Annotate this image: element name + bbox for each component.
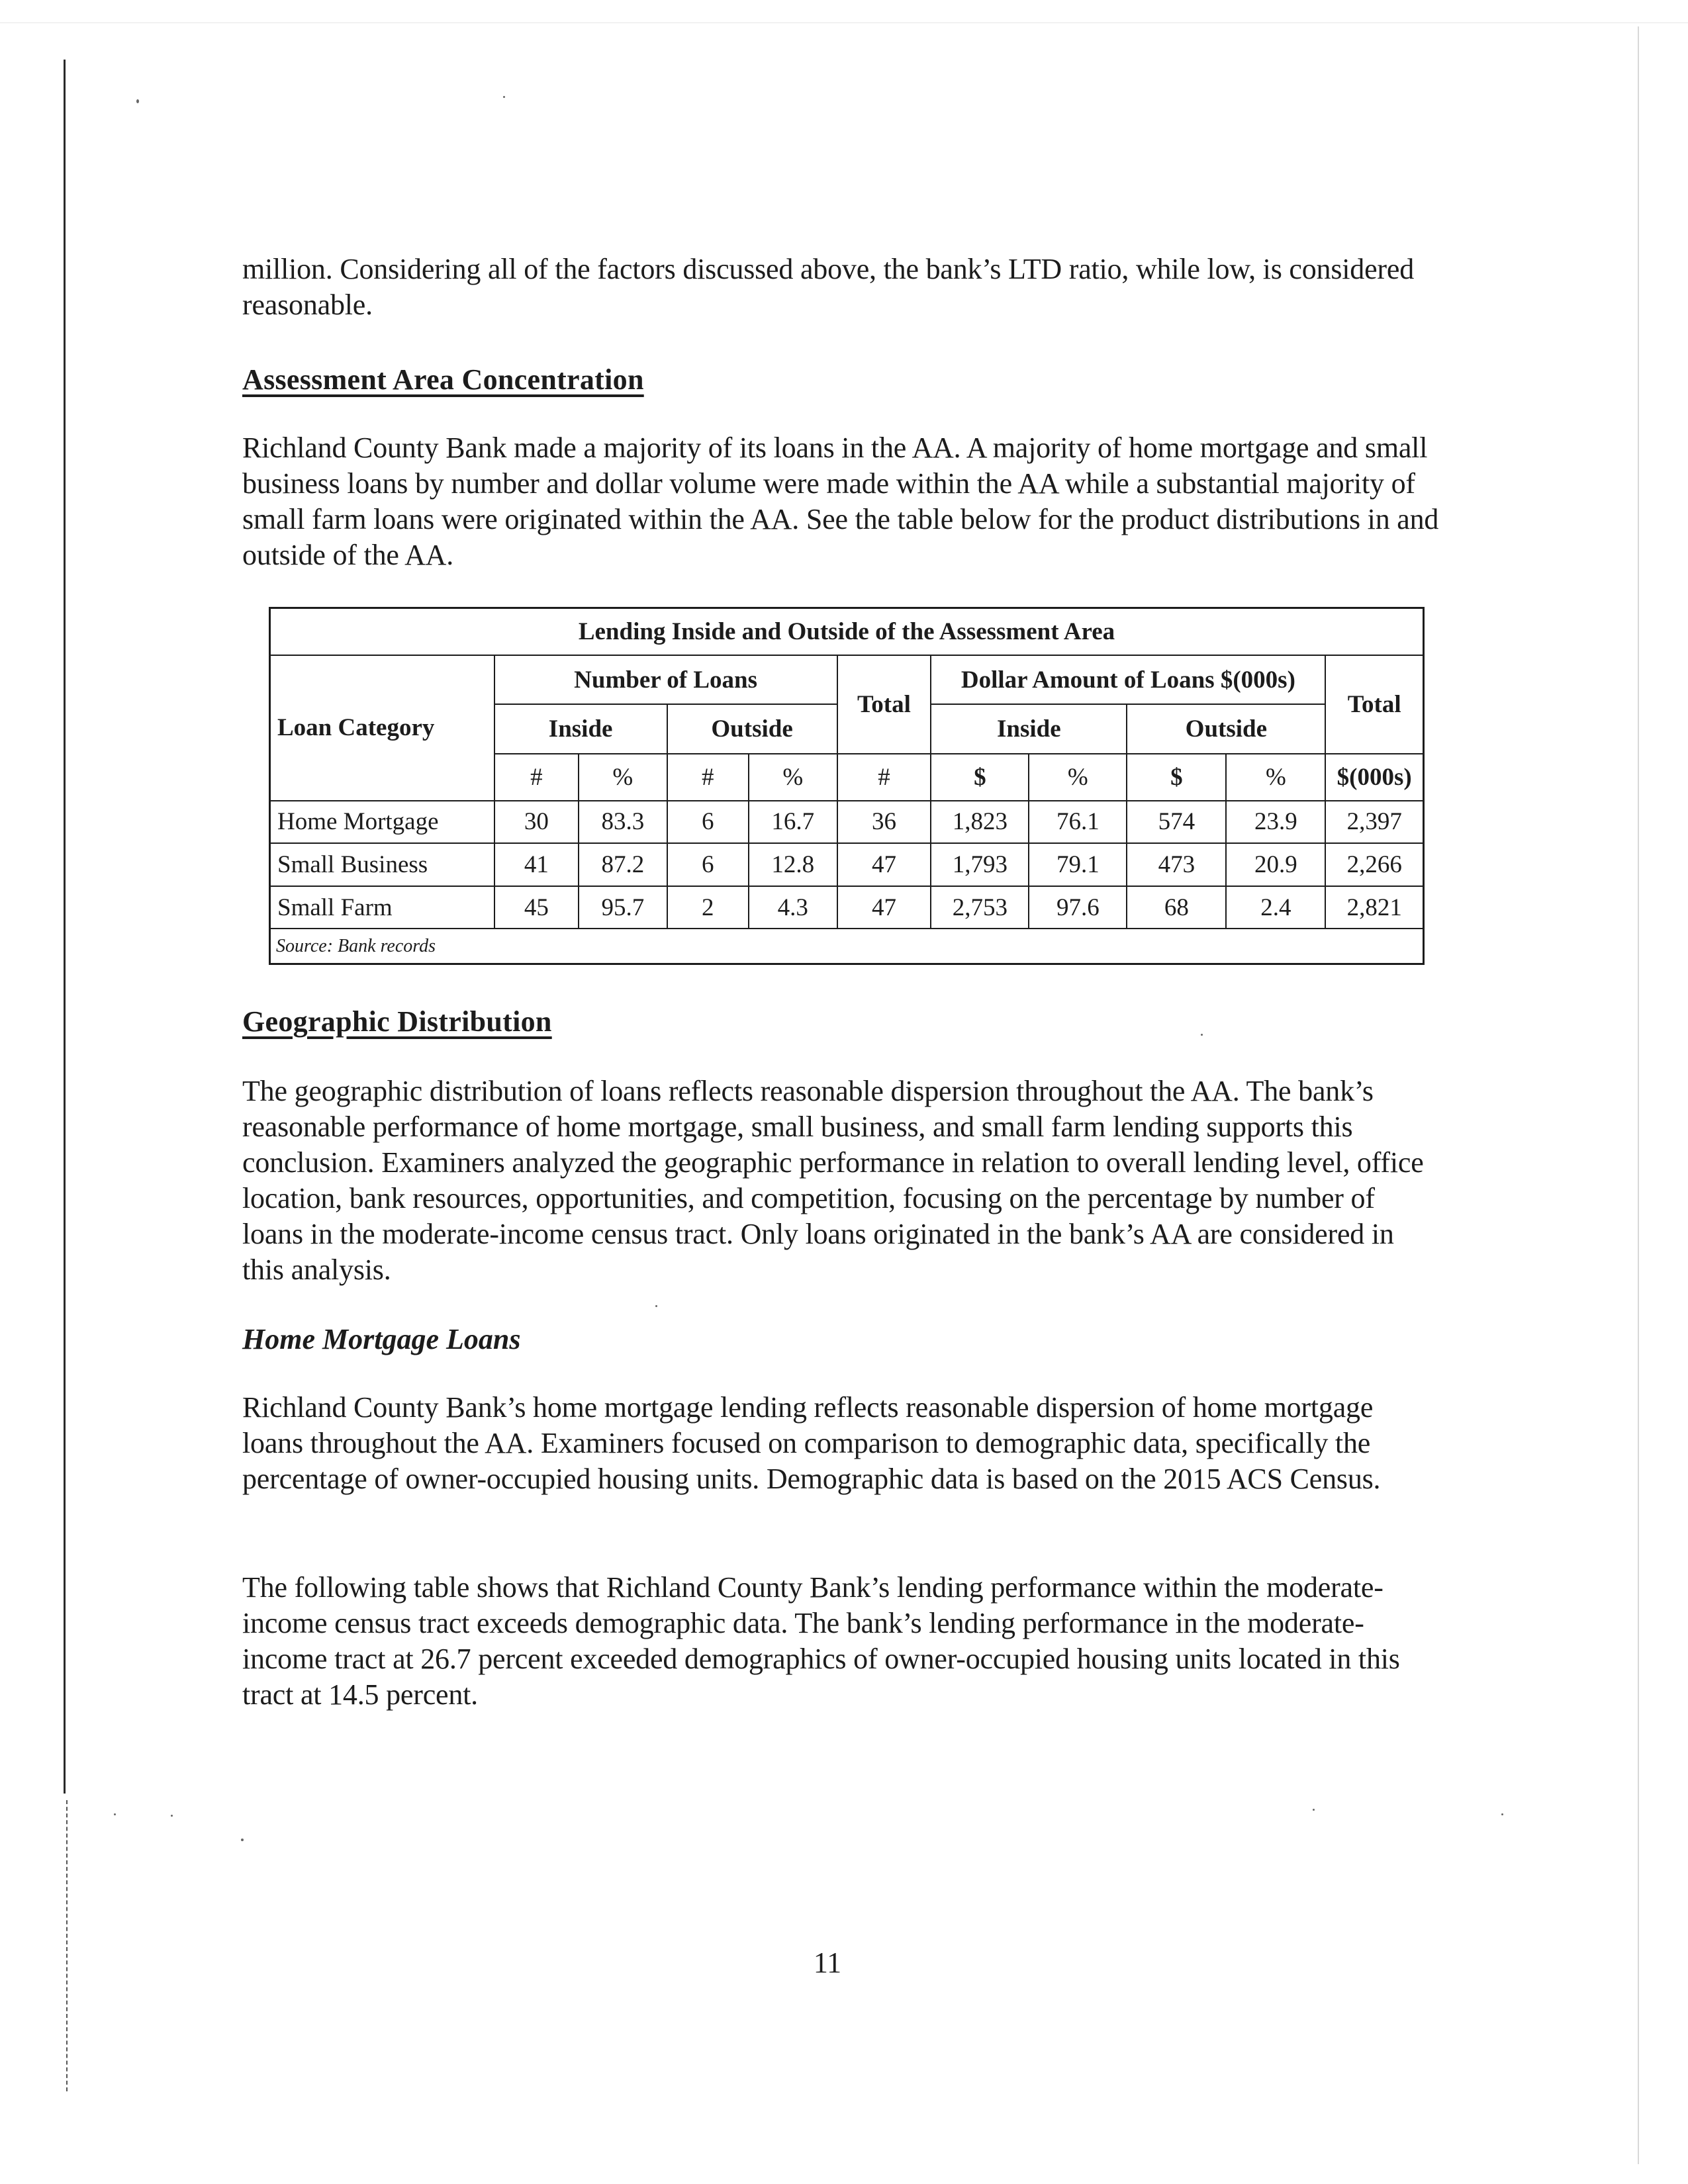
inside-percent-header: % xyxy=(579,754,667,801)
cell-inside-dollar: 1,823 xyxy=(931,801,1029,844)
table-row xyxy=(270,886,1424,929)
geographic-paragraph: The geographic distribution of loans reflects reasonable dispersion throughout the AA. The bank’s reasonable performance of home mortgage, small business, and small farm lending supports this conclusion. Examiners analyzed the geographic performance in relation to overall lending level, office location, bank resources, opportunities, and competition, focusing on the percentage by number of loans in the moderate-income census tract. Only loans originated in the bank’s AA are considered in this analysis. xyxy=(242,1075,1424,1286)
scan-edge-left xyxy=(64,60,66,1794)
cell-total-dollar: 2,821 xyxy=(1325,886,1423,929)
outside-dollar-header: $ xyxy=(1127,754,1226,801)
inside-count-header: # xyxy=(494,754,579,801)
cell-outside-dollar: 68 xyxy=(1127,886,1226,929)
page-number: 11 xyxy=(813,1946,842,1979)
inside-dollar-percent-header: % xyxy=(1029,754,1127,801)
scan-speck xyxy=(114,1813,116,1815)
cell-total-count: 47 xyxy=(837,843,931,886)
table-row xyxy=(270,801,1424,844)
cell-inside-dollar-percent: 79.1 xyxy=(1029,843,1127,886)
total-dollar-header: Total xyxy=(1325,655,1423,754)
scan-speck xyxy=(1313,1809,1315,1811)
loan-category-header: Loan Category xyxy=(270,655,494,801)
scan-speck xyxy=(241,1839,244,1841)
assessment-area-concentration-heading: Assessment Area Concentration xyxy=(242,363,644,396)
home-mortgage-loans-heading: Home Mortgage Loans xyxy=(242,1323,521,1355)
dollar-amount-header: Dollar Amount of Loans $(000s) xyxy=(931,655,1325,705)
cell-inside-dollar-percent: 97.6 xyxy=(1029,886,1127,929)
cell-inside-count: 30 xyxy=(494,801,579,844)
number-outside-header: Outside xyxy=(667,704,837,754)
cell-outside-dollar-percent: 23.9 xyxy=(1226,801,1325,844)
scan-speck xyxy=(655,1305,657,1307)
cell-outside-dollar: 473 xyxy=(1127,843,1226,886)
home-mortgage-heading-block xyxy=(242,1322,1440,1356)
total-dollar-unit-header: $(000s) xyxy=(1325,754,1423,801)
total-number-header: Total xyxy=(837,655,931,754)
cell-inside-dollar-percent: 76.1 xyxy=(1029,801,1127,844)
row-category: Small Business xyxy=(270,843,494,886)
dollar-outside-header: Outside xyxy=(1127,704,1325,754)
cell-outside-dollar-percent: 2.4 xyxy=(1226,886,1325,929)
cell-inside-count: 45 xyxy=(494,886,579,929)
following-paragraph: The following table shows that Richland County Bank’s lending performance within the moderate-income census tract exceeds demographic data. The bank’s lending performance in the moderate-income tract at 26.7 percent exceeded demographics of owner-occupied housing units located in this tract at 14.5 percent. xyxy=(242,1571,1400,1711)
scan-edge-right xyxy=(1638,26,1639,2164)
row-category: Home Mortgage xyxy=(270,801,494,844)
total-count-header: # xyxy=(837,754,931,801)
scan-speck xyxy=(1501,1813,1503,1815)
geographic-heading-block xyxy=(242,1005,1440,1038)
home-mortgage-paragraph: Richland County Bank’s home mortgage lending reflects reasonable dispersion of home mortgage loans throughout the AA. Examiners focused on comparison to demographic data, specifically the percentage of owner-occupied housing units. Demographic data is based on the 2015 ACS Census. xyxy=(242,1391,1381,1495)
outside-percent-header: % xyxy=(749,754,837,801)
cell-inside-percent: 83.3 xyxy=(579,801,667,844)
home-mortgage-block xyxy=(242,1390,1440,1497)
cell-outside-percent: 4.3 xyxy=(749,886,837,929)
cell-inside-count: 41 xyxy=(494,843,579,886)
table-title: Lending Inside and Outside of the Assessment Area xyxy=(270,608,1424,655)
cell-inside-percent: 87.2 xyxy=(579,843,667,886)
scan-speck xyxy=(171,1815,173,1817)
number-inside-header: Inside xyxy=(494,704,667,754)
table-row xyxy=(270,843,1424,886)
row-category: Small Farm xyxy=(270,886,494,929)
cell-total-dollar: 2,266 xyxy=(1325,843,1423,886)
lending-table xyxy=(269,607,1425,965)
following-block xyxy=(242,1570,1440,1713)
scan-speck xyxy=(503,96,505,98)
cell-inside-dollar: 1,793 xyxy=(931,843,1029,886)
cell-outside-percent: 16.7 xyxy=(749,801,837,844)
cell-total-count: 47 xyxy=(837,886,931,929)
cell-inside-dollar: 2,753 xyxy=(931,886,1029,929)
cell-total-dollar: 2,397 xyxy=(1325,801,1423,844)
cell-outside-count: 6 xyxy=(667,801,749,844)
number-of-loans-header: Number of Loans xyxy=(494,655,837,705)
dollar-inside-header: Inside xyxy=(931,704,1127,754)
cell-outside-dollar: 574 xyxy=(1127,801,1226,844)
cell-outside-dollar-percent: 20.9 xyxy=(1226,843,1325,886)
intro-paragraph: million. Considering all of the factors discussed above, the bank’s LTD ratio, while low, is considered reasonable. xyxy=(242,253,1415,321)
outside-count-header: # xyxy=(667,754,749,801)
cell-outside-percent: 12.8 xyxy=(749,843,837,886)
geographic-distribution-heading: Geographic Distribution xyxy=(242,1005,552,1038)
geographic-block xyxy=(242,1073,1440,1288)
cell-inside-percent: 95.7 xyxy=(579,886,667,929)
intro-block xyxy=(242,251,1440,323)
concentration-block xyxy=(242,430,1440,573)
scan-speck xyxy=(136,99,139,103)
outside-dollar-percent-header: % xyxy=(1226,754,1325,801)
cell-total-count: 36 xyxy=(837,801,931,844)
scan-edge-left-dashed xyxy=(66,1800,69,2091)
cell-outside-count: 2 xyxy=(667,886,749,929)
inside-dollar-header: $ xyxy=(931,754,1029,801)
concentration-heading-block xyxy=(242,363,1440,396)
cell-outside-count: 6 xyxy=(667,843,749,886)
table-source-note: Source: Bank records xyxy=(270,929,1424,964)
concentration-paragraph: Richland County Bank made a majority of its loans in the AA. A majority of home mortgage and small business loans by number and dollar volume were made within the AA while a substantial majority of small farm loans were originated within the AA. See the table below for the product distributions in and outside of the AA. xyxy=(242,432,1439,571)
